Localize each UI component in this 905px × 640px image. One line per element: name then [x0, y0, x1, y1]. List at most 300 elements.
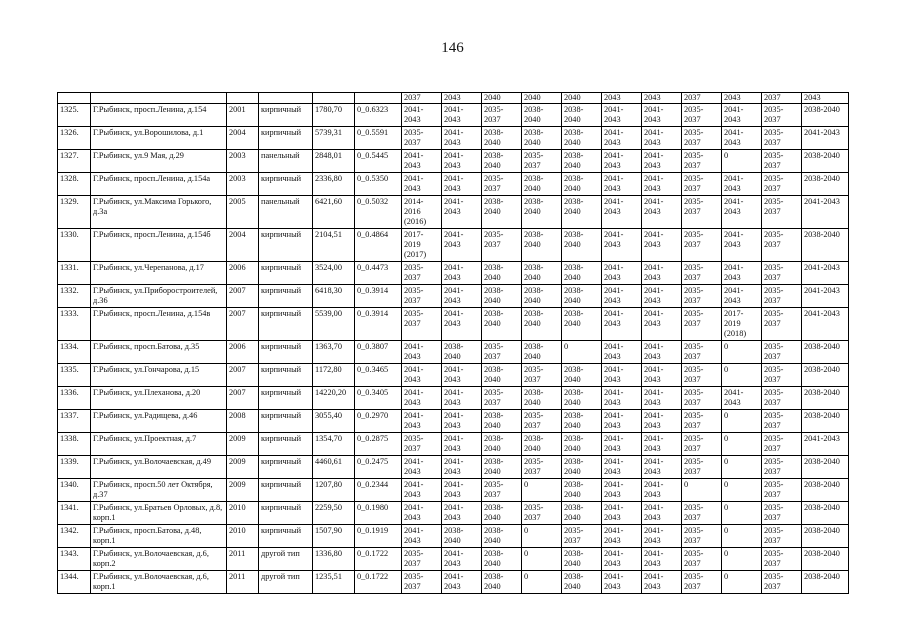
table-cell-wall-material: кирпичный	[259, 433, 313, 456]
table-cell-row-number: 1336.	[58, 387, 91, 410]
table-cell-year-built: 2011	[227, 571, 259, 594]
table-cell-rating: 0_0.2344	[355, 479, 402, 502]
table-cell-term-3: 2035-2037	[482, 104, 522, 127]
table-cell-term-1: 2041-2043	[402, 104, 442, 127]
table-cell-term-11: 2041-2043	[802, 127, 849, 150]
table-cell-term-5: 2038-2040	[562, 150, 602, 173]
table-cell-address: Г.Рыбинск, просп.Ленина, д.154в	[91, 308, 227, 341]
table-cell-area: 3524,00	[313, 262, 355, 285]
table-cell-term-1: 2041-2043	[402, 479, 442, 502]
table-cell-term-1: 2035-2037	[402, 571, 442, 594]
table-cell-term-5: 2038-2040	[562, 548, 602, 571]
table-cell-row-number: 1327.	[58, 150, 91, 173]
table-cell-term-4: 2035-2037	[522, 410, 562, 433]
table-cell-term-7: 2041-2043	[642, 127, 682, 150]
table-cell-term-5: 2038-2040	[562, 127, 602, 150]
table-cell-term-6: 2041-2043	[602, 229, 642, 262]
table-cell-term-5: 2038-2040	[562, 104, 602, 127]
table-row	[58, 571, 849, 594]
table-cell-term-6: 2041-2043	[602, 285, 642, 308]
table-continuation-row	[58, 93, 849, 104]
table-cell-area: 14220,20	[313, 387, 355, 410]
table-cell-term-4: 2035-2037	[522, 150, 562, 173]
table-cell-term-6: 2041-2043	[602, 548, 642, 571]
table-row	[58, 308, 849, 341]
table-cell-row-number: 1334.	[58, 341, 91, 364]
table-cell-term-6: 2041-2043	[602, 364, 642, 387]
table-cell-term-3: 2038-2040	[482, 548, 522, 571]
table-cell-term-11: 2041-2043	[802, 285, 849, 308]
table-cell-term-8: 2035-2037	[682, 410, 722, 433]
table-cell-term-8: 2035-2037	[682, 364, 722, 387]
table-cell-rating: 0_0.4864	[355, 229, 402, 262]
table-cell-rating: 0_0.5350	[355, 173, 402, 196]
table-row	[58, 285, 849, 308]
table-cell-term-4: 2038-2040	[522, 285, 562, 308]
table-cell-term-4: 2038-2040	[522, 127, 562, 150]
table-cell-row-number: 1326.	[58, 127, 91, 150]
table-cell-term-9: 0	[722, 364, 762, 387]
table-cell-term-7: 2041-2043	[642, 104, 682, 127]
table-cell-term-8: 2035-2037	[682, 150, 722, 173]
table-cell-term-10: 2035-2037	[762, 262, 802, 285]
table-cell-term-7: 2041-2043	[642, 456, 682, 479]
table-row	[58, 387, 849, 410]
table-cell-term-5: 2038-2040	[562, 262, 602, 285]
table-cell-rating: 0_0.3807	[355, 341, 402, 364]
table-cell-term-1: 2041-2043	[402, 502, 442, 525]
table-cell-term-2: 2038-2040	[442, 341, 482, 364]
table-cell-term-3: 2035-2037	[482, 341, 522, 364]
table-cell-term-2: 2041-2043	[442, 364, 482, 387]
table-cell-term-6: 2041-2043	[602, 173, 642, 196]
table-cell-term-9: 2041-2043	[722, 173, 762, 196]
table-cell-row-number: 1335.	[58, 364, 91, 387]
table-cell-term-1: 2035-2037	[402, 548, 442, 571]
table-cell-term-10: 2035-2037	[762, 387, 802, 410]
table-cell-wall-material: кирпичный	[259, 104, 313, 127]
table-cell-term-5: 2038-2040	[562, 308, 602, 341]
table-cell-term-11: 2038-2040	[802, 479, 849, 502]
table-cell-term-8: 2035-2037	[682, 308, 722, 341]
table-cell-term-10: 2035-2037	[762, 127, 802, 150]
table-cell-area: 1235,51	[313, 571, 355, 594]
table-cell-term-8: 2035-2037	[682, 104, 722, 127]
table-cell-term-4: 2040	[522, 93, 562, 104]
table-cell-wall-material: кирпичный	[259, 341, 313, 364]
table-cell-term-2: 2041-2043	[442, 104, 482, 127]
table-cell-term-9: 0	[722, 150, 762, 173]
table-cell-wall-material: панельный	[259, 196, 313, 229]
table-cell-term-2: 2041-2043	[442, 262, 482, 285]
table-cell-term-1: 2035-2037	[402, 285, 442, 308]
table-cell-term-11: 2038-2040	[802, 387, 849, 410]
table-cell-term-7: 2041-2043	[642, 308, 682, 341]
table-cell-term-8: 2035-2037	[682, 502, 722, 525]
table-cell-year-built: 2006	[227, 341, 259, 364]
table-cell-term-10: 2035-2037	[762, 308, 802, 341]
table-cell-term-5: 2038-2040	[562, 502, 602, 525]
table-cell-wall-material: панельный	[259, 150, 313, 173]
table-cell-term-6: 2041-2043	[602, 127, 642, 150]
table-cell-term-3: 2038-2040	[482, 150, 522, 173]
table-cell-term-7: 2043	[642, 93, 682, 104]
table-cell-term-4: 2038-2040	[522, 196, 562, 229]
table-row	[58, 262, 849, 285]
table-cell-address: Г.Рыбинск, ул.Волочаевская, д.6, корп.1	[91, 571, 227, 594]
table-cell-term-8: 2035-2037	[682, 571, 722, 594]
table-row	[58, 364, 849, 387]
table-cell-rating: 0_0.5591	[355, 127, 402, 150]
table-cell-address: Г.Рыбинск, просп.Ленина, д.154	[91, 104, 227, 127]
table-cell-term-2: 2041-2043	[442, 548, 482, 571]
table-cell-term-10: 2035-2037	[762, 229, 802, 262]
table-cell-address	[91, 93, 227, 104]
table-cell-term-10: 2035-2037	[762, 571, 802, 594]
table-cell-term-11: 2038-2040	[802, 410, 849, 433]
table-cell-rating: 0_0.1919	[355, 525, 402, 548]
table-cell-rating: 0_0.2875	[355, 433, 402, 456]
table-cell-term-8: 2035-2037	[682, 285, 722, 308]
table-cell-term-11: 2038-2040	[802, 150, 849, 173]
table-cell-term-7: 2041-2043	[642, 479, 682, 502]
table-cell-year-built: 2010	[227, 502, 259, 525]
table-cell-row-number	[58, 93, 91, 104]
table-cell-term-8: 2035-2037	[682, 548, 722, 571]
table-cell-rating: 0_0.3914	[355, 308, 402, 341]
table-cell-term-3: 2038-2040	[482, 571, 522, 594]
table-cell-term-9: 0	[722, 502, 762, 525]
table-cell-address: Г.Рыбинск, просп.Ленина, д.154б	[91, 229, 227, 262]
table-row	[58, 433, 849, 456]
table-row	[58, 127, 849, 150]
table-cell-term-9: 2041-2043	[722, 285, 762, 308]
table-cell-term-9: 2043	[722, 93, 762, 104]
table-cell-term-2: 2041-2043	[442, 502, 482, 525]
table-cell-term-11: 2038-2040	[802, 456, 849, 479]
table-cell-term-3: 2038-2040	[482, 456, 522, 479]
table-cell-area: 1363,70	[313, 341, 355, 364]
table-cell-row-number: 1329.	[58, 196, 91, 229]
table-cell-area: 2104,51	[313, 229, 355, 262]
table-row	[58, 456, 849, 479]
table-cell-rating: 0_0.3465	[355, 364, 402, 387]
table-cell-year-built: 2001	[227, 104, 259, 127]
table-row	[58, 341, 849, 364]
table-cell-term-6: 2041-2043	[602, 479, 642, 502]
table-cell-term-8: 2035-2037	[682, 433, 722, 456]
table-cell-term-10: 2035-2037	[762, 525, 802, 548]
table-cell-year-built: 2007	[227, 364, 259, 387]
table-row	[58, 410, 849, 433]
table-cell-row-number: 1342.	[58, 525, 91, 548]
table-cell-year-built: 2007	[227, 308, 259, 341]
table-cell-address: Г.Рыбинск, просп.Батова, д.48, корп.1	[91, 525, 227, 548]
table-cell-row-number: 1328.	[58, 173, 91, 196]
table-cell-term-4: 2038-2040	[522, 173, 562, 196]
table-cell-term-4: 2038-2040	[522, 433, 562, 456]
table-cell-term-8: 0	[682, 479, 722, 502]
table-cell-term-6: 2041-2043	[602, 502, 642, 525]
table-cell-term-1: 2035-2037	[402, 127, 442, 150]
table-cell-wall-material: кирпичный	[259, 308, 313, 341]
table-cell-term-9: 0	[722, 341, 762, 364]
table-cell-wall-material: кирпичный	[259, 262, 313, 285]
table-cell-area: 1172,80	[313, 364, 355, 387]
table-cell-term-6: 2041-2043	[602, 387, 642, 410]
table-cell-term-4: 2038-2040	[522, 262, 562, 285]
table-cell-term-5: 2038-2040	[562, 229, 602, 262]
table-cell-term-2: 2041-2043	[442, 285, 482, 308]
table-cell-rating: 0_0.3914	[355, 285, 402, 308]
table-cell-term-11: 2038-2040	[802, 104, 849, 127]
table-cell-term-1: 2041-2043	[402, 173, 442, 196]
table-cell-area: 5539,00	[313, 308, 355, 341]
table-cell-term-2: 2041-2043	[442, 308, 482, 341]
table-cell-row-number: 1331.	[58, 262, 91, 285]
table-cell-year-built: 2004	[227, 229, 259, 262]
table-cell-row-number: 1338.	[58, 433, 91, 456]
table-cell-year-built: 2006	[227, 262, 259, 285]
table-cell-term-1: 2041-2043	[402, 341, 442, 364]
table-cell-term-2: 2041-2043	[442, 456, 482, 479]
table-cell-term-6: 2041-2043	[602, 410, 642, 433]
table-cell-term-1: 2037	[402, 93, 442, 104]
table-cell-wall-material: кирпичный	[259, 479, 313, 502]
table-cell-term-4: 2038-2040	[522, 387, 562, 410]
table-cell-term-5: 2038-2040	[562, 433, 602, 456]
table-cell-term-8: 2035-2037	[682, 196, 722, 229]
table-cell-term-7: 2041-2043	[642, 196, 682, 229]
table-cell-term-7: 2041-2043	[642, 387, 682, 410]
table-cell-term-8: 2035-2037	[682, 262, 722, 285]
table-cell-year-built: 2007	[227, 387, 259, 410]
table-cell-area: 2336,80	[313, 173, 355, 196]
table-cell-term-6: 2041-2043	[602, 433, 642, 456]
table-cell-term-10: 2035-2037	[762, 433, 802, 456]
table-cell-term-11: 2041-2043	[802, 433, 849, 456]
table-cell-year-built: 2003	[227, 173, 259, 196]
table-cell-term-4: 2038-2040	[522, 308, 562, 341]
table-cell-year-built: 2005	[227, 196, 259, 229]
table-cell-term-10: 2035-2037	[762, 196, 802, 229]
table-cell-term-11: 2038-2040	[802, 364, 849, 387]
table-cell-area: 1780,70	[313, 104, 355, 127]
table-cell-term-10: 2037	[762, 93, 802, 104]
table-cell-year-built: 2008	[227, 410, 259, 433]
table-row	[58, 150, 849, 173]
table-row	[58, 229, 849, 262]
table-cell-term-8: 2035-2037	[682, 456, 722, 479]
table-cell-term-11: 2041-2043	[802, 262, 849, 285]
table-cell-term-10: 2035-2037	[762, 456, 802, 479]
table-cell-term-10: 2035-2037	[762, 173, 802, 196]
table-cell-term-1: 2014-2016 (2016)	[402, 196, 442, 229]
table-cell-row-number: 1344.	[58, 571, 91, 594]
table-cell-term-5: 0	[562, 341, 602, 364]
table-cell-term-9: 2041-2043	[722, 229, 762, 262]
table-cell-term-9: 0	[722, 548, 762, 571]
table-cell-address: Г.Рыбинск, ул.Максима Горького, д.3а	[91, 196, 227, 229]
table-cell-term-2: 2041-2043	[442, 173, 482, 196]
table-cell-term-9: 2017-2019 (2018)	[722, 308, 762, 341]
table-cell-term-11: 2041-2043	[802, 308, 849, 341]
table-cell-term-9: 0	[722, 433, 762, 456]
table-cell-rating: 0_0.5032	[355, 196, 402, 229]
table-cell-term-11: 2038-2040	[802, 229, 849, 262]
table-cell-term-5: 2035-2037	[562, 525, 602, 548]
table-cell-term-8: 2035-2037	[682, 341, 722, 364]
table-cell-term-4: 2035-2037	[522, 502, 562, 525]
table-cell-address: Г.Рыбинск, ул.Проектная, д.7	[91, 433, 227, 456]
table-row	[58, 196, 849, 229]
table-cell-address: Г.Рыбинск, ул.Гончарова, д.15	[91, 364, 227, 387]
table-cell-term-7: 2041-2043	[642, 173, 682, 196]
table-cell-term-9: 0	[722, 571, 762, 594]
table-cell-year-built: 2009	[227, 456, 259, 479]
table-cell-wall-material: кирпичный	[259, 229, 313, 262]
table-cell-row-number: 1325.	[58, 104, 91, 127]
table-cell-term-7: 2041-2043	[642, 502, 682, 525]
table-cell-rating: 0_0.5445	[355, 150, 402, 173]
table-cell-term-10: 2035-2037	[762, 341, 802, 364]
table-cell-term-7: 2041-2043	[642, 364, 682, 387]
table-cell-term-9: 0	[722, 410, 762, 433]
table-cell-term-7: 2041-2043	[642, 150, 682, 173]
table-cell-term-2: 2041-2043	[442, 150, 482, 173]
table-cell-term-2: 2041-2043	[442, 229, 482, 262]
table-cell-year-built: 2003	[227, 150, 259, 173]
table-cell-year-built: 2004	[227, 127, 259, 150]
table-cell-term-7: 2041-2043	[642, 571, 682, 594]
table-cell-term-7: 2041-2043	[642, 229, 682, 262]
table-cell-wall-material: кирпичный	[259, 364, 313, 387]
table-cell-term-11: 2038-2040	[802, 571, 849, 594]
table-cell-term-9: 2041-2043	[722, 104, 762, 127]
table-cell-term-5: 2038-2040	[562, 410, 602, 433]
table-cell-term-8: 2035-2037	[682, 173, 722, 196]
housing-register-table	[57, 92, 849, 594]
table-cell-term-3: 2038-2040	[482, 502, 522, 525]
table-cell-rating: 0_0.2970	[355, 410, 402, 433]
table-cell-address: Г.Рыбинск, ул.Братьев Орловых, д.8, корп.1	[91, 502, 227, 525]
table-cell-row-number: 1340.	[58, 479, 91, 502]
table-cell-term-11: 2043	[802, 93, 849, 104]
table-cell-term-9: 0	[722, 525, 762, 548]
table-cell-area: 2848,01	[313, 150, 355, 173]
table-cell-term-3: 2035-2037	[482, 173, 522, 196]
table-cell-term-3: 2035-2037	[482, 479, 522, 502]
table-cell-area: 4460,61	[313, 456, 355, 479]
table-cell-term-8: 2035-2037	[682, 387, 722, 410]
table-cell-term-3: 2038-2040	[482, 127, 522, 150]
table-cell-term-2: 2041-2043	[442, 127, 482, 150]
table-cell-term-4: 0	[522, 525, 562, 548]
table-cell-term-9: 2041-2043	[722, 196, 762, 229]
table-cell-term-11: 2038-2040	[802, 173, 849, 196]
table-cell-term-6: 2041-2043	[602, 456, 642, 479]
table-cell-rating: 0_0.1722	[355, 548, 402, 571]
table-cell-term-4: 0	[522, 548, 562, 571]
table-cell-area	[313, 93, 355, 104]
table-cell-term-7: 2041-2043	[642, 341, 682, 364]
table-cell-term-6: 2041-2043	[602, 341, 642, 364]
table-cell-area: 3055,40	[313, 410, 355, 433]
table-row	[58, 525, 849, 548]
table-cell-term-3: 2038-2040	[482, 433, 522, 456]
table-cell-term-11: 2041-2043	[802, 196, 849, 229]
table-cell-term-1: 2041-2043	[402, 150, 442, 173]
table-cell-term-2: 2043	[442, 93, 482, 104]
table-cell-term-1: 2035-2037	[402, 433, 442, 456]
table-cell-term-11: 2038-2040	[802, 548, 849, 571]
table-cell-term-10: 2035-2037	[762, 285, 802, 308]
table-cell-wall-material: кирпичный	[259, 173, 313, 196]
table-cell-term-5: 2038-2040	[562, 387, 602, 410]
table-cell-term-11: 2038-2040	[802, 502, 849, 525]
table-cell-address: Г.Рыбинск, ул.Волочаевская, д.49	[91, 456, 227, 479]
table-cell-term-8: 2035-2037	[682, 525, 722, 548]
table-cell-term-3: 2038-2040	[482, 364, 522, 387]
table-cell-row-number: 1341.	[58, 502, 91, 525]
table-cell-term-1: 2035-2037	[402, 308, 442, 341]
table-cell-term-4: 2035-2037	[522, 364, 562, 387]
table-cell-area: 2259,50	[313, 502, 355, 525]
table-cell-area: 1507,90	[313, 525, 355, 548]
table-cell-term-2: 2041-2043	[442, 433, 482, 456]
table-cell-term-2: 2041-2043	[442, 410, 482, 433]
table-cell-term-3: 2040	[482, 93, 522, 104]
table-cell-wall-material: кирпичный	[259, 127, 313, 150]
table-row	[58, 173, 849, 196]
table-cell-term-11: 2038-2040	[802, 525, 849, 548]
table-cell-wall-material: кирпичный	[259, 456, 313, 479]
table-cell-term-1: 2041-2043	[402, 364, 442, 387]
table-cell-term-11: 2038-2040	[802, 341, 849, 364]
table-cell-term-2: 2041-2043	[442, 479, 482, 502]
table-cell-address: Г.Рыбинск, ул.9 Мая, д.29	[91, 150, 227, 173]
table-cell-term-2: 2041-2043	[442, 387, 482, 410]
table-cell-term-9: 2041-2043	[722, 127, 762, 150]
table-cell-term-5: 2038-2040	[562, 173, 602, 196]
table-cell-term-3: 2038-2040	[482, 262, 522, 285]
table-cell-term-6: 2041-2043	[602, 104, 642, 127]
table-cell-term-1: 2017-2019 (2017)	[402, 229, 442, 262]
table-cell-row-number: 1330.	[58, 229, 91, 262]
table-cell-term-4: 2038-2040	[522, 104, 562, 127]
table-cell-row-number: 1333.	[58, 308, 91, 341]
table-cell-term-3: 2038-2040	[482, 285, 522, 308]
table-cell-term-10: 2035-2037	[762, 410, 802, 433]
table-cell-term-7: 2041-2043	[642, 433, 682, 456]
table-cell-year-built: 2009	[227, 433, 259, 456]
table-cell-year-built: 2010	[227, 525, 259, 548]
table-cell-term-4: 2035-2037	[522, 456, 562, 479]
table-cell-term-1: 2041-2043	[402, 525, 442, 548]
table-cell-term-5: 2038-2040	[562, 196, 602, 229]
table-cell-row-number: 1343.	[58, 548, 91, 571]
table-cell-term-7: 2041-2043	[642, 525, 682, 548]
table-cell-address: Г.Рыбинск, ул.Радищева, д.46	[91, 410, 227, 433]
table-cell-area: 1354,70	[313, 433, 355, 456]
table-cell-term-10: 2035-2037	[762, 502, 802, 525]
table-cell-term-8: 2035-2037	[682, 127, 722, 150]
table-cell-year-built: 2007	[227, 285, 259, 308]
table-cell-term-6: 2041-2043	[602, 150, 642, 173]
table-cell-wall-material: кирпичный	[259, 387, 313, 410]
table-cell-term-2: 2038-2040	[442, 525, 482, 548]
table-cell-term-5: 2038-2040	[562, 285, 602, 308]
